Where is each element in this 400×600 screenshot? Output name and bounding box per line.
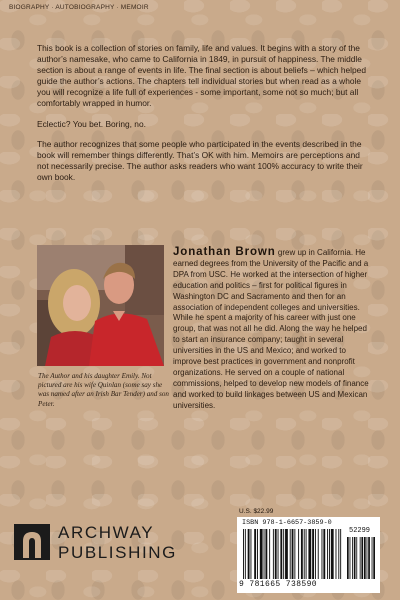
barcode-addon-digits: 52299	[349, 527, 371, 535]
author-bio	[173, 247, 369, 412]
barcode-bar	[327, 529, 328, 579]
barcode-bar	[265, 529, 267, 579]
barcode-bar	[243, 529, 244, 579]
barcode-bar	[298, 529, 299, 579]
barcode-bar	[318, 529, 319, 579]
author-name: Jonathan Brown	[173, 246, 276, 258]
publisher-logo	[14, 523, 204, 573]
photo-caption: The Author and his daughter Emily. Not pictured are his wife Quinlan (some say she was named after an Irish Bar Tender) and son Peter.	[38, 372, 169, 408]
publisher-name-line1: ARCHWAY	[58, 523, 155, 542]
author-photo-illustration	[37, 245, 164, 366]
barcode-bar	[283, 529, 284, 579]
barcode-bar	[250, 529, 251, 579]
barcode-bar	[285, 529, 288, 579]
barcode-bar	[273, 529, 274, 579]
barcode-bar	[269, 529, 270, 579]
barcode-bar	[264, 529, 265, 579]
barcode-digits: 9 781665 738590	[239, 580, 318, 589]
author-bio-text: grew up in California. He earned degrees from the University of the Pacific and a DPA from USC. He worked at the intersection of higher education and politics – first for political figures in Washington DC and Sacramento and then for an association of independent colleges and universities. While he spent a majority of his career with just one group, that was not all he did. Along the way he helped to start an insurance company; taught in several universities in the US and Mexico; and worked to improve best practices in government and nonprofit organizations. He served on a couple of national commissions, helped to develop new models of finance and worked to build linkages between US and Mexican universities.	[173, 248, 369, 410]
barcode-bar	[360, 537, 361, 579]
barcode-bar	[361, 537, 363, 579]
barcode-bar	[248, 529, 250, 579]
barcode-bar	[254, 529, 256, 579]
isbn-barcode	[237, 517, 380, 593]
publisher-name-line2: PUBLISHING	[58, 543, 177, 562]
archway-arch-icon	[14, 524, 50, 560]
barcode-bar	[280, 529, 282, 579]
barcode-bar	[306, 529, 307, 579]
barcode-addon-bars-icon	[347, 537, 375, 579]
barcode-bar	[368, 537, 370, 579]
price-label: U.S. $22.99	[239, 508, 274, 515]
category-line: BIOGRAPHY · AUTOBIOGRAPHY · MEMOIR	[9, 4, 149, 11]
barcode-bar	[347, 537, 349, 579]
blurb-paragraph-3: The author recognizes that some people who participated in the events described in the book will remember things differently. That’s OK with him. Memoirs are perceptions and not necessarily precise. The author asks readers who want 100% accuracy to write their own book.	[37, 138, 363, 182]
barcode-bar	[278, 529, 279, 579]
barcode-bar	[308, 529, 311, 579]
barcode-bars-icon	[243, 529, 343, 579]
barcode-bar	[367, 537, 368, 579]
barcode-bar	[312, 529, 314, 579]
blurb-paragraph-1: This book is a collection of stories on family, life and values. It begins with a story of the author’s namesake, who came to California in 1849, in pursuit of happiness. The middle section is about a range of events in life. The final section is about beliefs – which helped guide the author’s actions. The chapters tell individual stories but when read as a whole you will recognize a life full of experiences - some important, some not so much; but all comfortably wrapped in humor.	[37, 43, 367, 109]
barcode-bar	[372, 537, 373, 579]
barcode-bar	[354, 537, 356, 579]
barcode-bar	[260, 529, 263, 579]
blurb-paragraph-2: Eclectic? You bet. Boring, no.	[37, 118, 146, 129]
barcode-bar	[323, 529, 325, 579]
barcode-bar	[340, 529, 341, 579]
barcode-bar	[304, 529, 305, 579]
barcode-bar	[364, 537, 366, 579]
book-blurb	[37, 43, 367, 192]
barcode-bar	[290, 529, 291, 579]
barcode-bar	[292, 529, 294, 579]
barcode-bar	[294, 529, 295, 579]
barcode-bar	[329, 529, 330, 579]
barcode-bar	[301, 529, 303, 579]
barcode-bar	[373, 537, 375, 579]
barcode-bar	[352, 537, 353, 579]
barcode-bar	[336, 529, 337, 579]
barcode-bar	[245, 529, 246, 579]
barcode-bar	[356, 537, 357, 579]
barcode-bar	[331, 529, 334, 579]
barcode-bar	[315, 529, 316, 579]
barcode-bar	[322, 529, 323, 579]
isbn-number: ISBN 978-1-6657-3859-0	[242, 519, 332, 527]
barcode-bar	[338, 529, 339, 579]
barcode-bar	[350, 537, 351, 579]
barcode-bar	[275, 529, 277, 579]
barcode-bar	[257, 529, 258, 579]
author-photo	[37, 245, 164, 366]
